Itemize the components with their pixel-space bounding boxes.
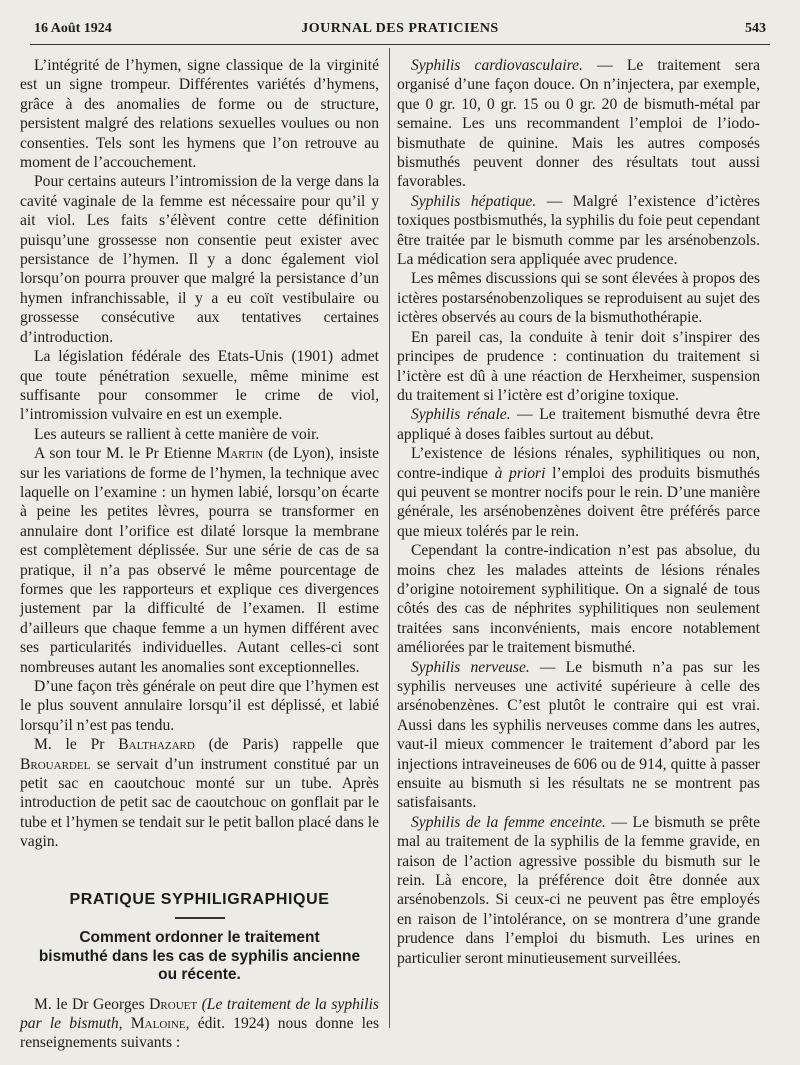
article-title: Comment ordonner le traitement bismuthé dans les cas de syphilis ancienne ou récente. [38, 929, 361, 984]
paragraph-definition-viol: Pour certains auteurs l’intromission de la verge dans la cavité vaginale de la femme est nécessaire pour qu’il y ait viol. Les faits s’élèvent contre cette définition puisqu’une grossesse non consentie peut exister avec persistance de l’hymen. Il y a donc également viol lorsqu’on pourra prouver que malgré la persistance d’un hymen infranchissable, il y a eu coït vestibulaire ou grossesse consécutive aux tentatives certaines d’introduction. [20, 173, 379, 346]
paragraph-cardiovascular: Syphilis cardiovasculaire. — Le traitement sera organisé d’une façon douce. On n’injectera, par exemple, que 0 gr. 10, 0 gr. 15 ou 0 gr. 20 de bismuth-métal par semaine. Les uns recommandent l’emploi de l’iodo-bismuthate de quinine. Mais les autres composés bismuthés peuvent donner des résultats tout aussi favorables. [397, 57, 761, 191]
paragraph-contra-indication: Cependant la contre-indication n’est pas absolue, du moins chez les malades atteints de lésions rénales d’origine notoirement syphilitique. On a signalé de tous côtés des cas de néphrites syphilitiques non seulement traitées sans inconvénients, mais encore notablement améliorées par le traitement bismuthé. [397, 542, 760, 657]
paragraph-hepatic: Syphilis hépatique. — Malgré l’existence d’ictères toxiques postbismuthés, la syphilis du foie peut cependant être traitée par le bismuth comme par les arsénobenzols. La médication sera appliquée avec prudence. [397, 192, 760, 269]
section-rule [175, 917, 225, 919]
paragraph-balthazard: M. le Pr Balthazard (de Paris) rappelle que Brouardel se servait d’un instrument constitué par un petit sac en caoutchouc monté sur un tube. Après introduction de petit sac de caoutchouc on gonflait par le tube et l’hymen se tendait sur le petit ballon placé dans le vagin. [20, 736, 379, 851]
subheading-cardiovascular: Syphilis cardiovasculaire. [411, 57, 583, 74]
paragraph-nervous: Syphilis nerveuse. — Le bismuth n’a pas sur les syphilis nerveuses une activité supérieure à celle des arsénobenzènes. C’est plutôt le contraire qui est vrai. Aussi dans les syphilis nerveuses comme dans les autres, vaut-il mieux commencer le traitement d’abord par les injections intraveineuses de 606 ou de 914, quitte à passer ensuite au bismuth si les résultats ne se montrent pas satisfaisants. [397, 658, 760, 812]
right-column [397, 56, 760, 968]
subheading-nervous: Syphilis nerveuse. [411, 658, 530, 676]
issue-date: 16 Août 1924 [34, 21, 112, 36]
section-title: PRATIQUE SYPHILIGRAPHIQUE [69, 890, 330, 908]
author-name-martin: Martin [216, 445, 264, 463]
paragraph-prudence: En pareil cas, la conduite à tenir doit s’inspirer des principes de prudence : continuation du traitement si l’ictère est dû à une réaction de Herxheimer, suspension du traitement si l’ictère est d’origine toxique. [397, 328, 760, 404]
author-name-brouardel: Brouardel [20, 755, 91, 773]
paragraph-general: D’une façon très générale on peut dire que l’hymen est le plus souvent annulaire lorsqu’il est déplissé, et labié lorsqu’il n’est pas tendu. [20, 678, 379, 734]
header-rule [30, 44, 770, 45]
paragraph-renal: Syphilis rénale. — Le traitement bismuthé devra être appliqué à doses faibles surtout au début. [397, 406, 760, 443]
subheading-pregnant: Syphilis de la femme enceinte. [411, 813, 606, 831]
journal-title: JOURNAL DES PRATICIENS [301, 21, 499, 36]
paragraph-drouet: M. le Dr Georges Drouet (Le traitement de la syphilis par le bismuth, Maloine, édit. 1924) nous donne les renseignements suivants : [20, 995, 380, 1052]
author-name-drouet: Drouet [149, 995, 198, 1013]
column-divider [389, 48, 390, 1028]
running-header [30, 18, 770, 42]
paragraph-us-legislation: La législation fédérale des Etats-Unis (1901) admet que toute pénétration sexuelle, même minime est suffisante pour consommer le crime de viol, l’intromission vulvaire en est un exemple. [20, 348, 379, 424]
book-title: (Le traitement de la syphilis par le bismuth, [20, 995, 379, 1032]
paragraph-pregnant: Syphilis de la femme enceinte. — Le bismuth se prête mal au traitement de la syphilis de la femme gravide, en raison de l’action agressive possible du bismuth sur le rein. Là encore, la préférence doit être donnée aux arsénobenzols. Si ceux-ci ne peuvent pas être employés en raison de l’intolérance, on se montrera d’une grande prudence dans l’emploi du bismuth. Les urines en particulier seront minutieusement surveillées. [397, 813, 760, 967]
publisher-name: Maloine [130, 1014, 186, 1032]
left-column [20, 56, 379, 1053]
paragraph-hymen-integrity: L’intégrité de l’hymen, signe classique de la virginité est un signe trompeur. Différentes variétés d’hymens, grâce à des anomalies de forme ou de structure, persistent malgré des relations sexuelles voulues ou non consenties. Tels sont les hymens que l’on retrouve au moment de l’accouchement. [20, 57, 379, 172]
subheading-renal: Syphilis rénale. [411, 406, 511, 424]
subheading-hepatic: Syphilis hépatique. [411, 192, 537, 210]
paragraph-renal-lesions: L’existence de lésions rénales, syphilitiques ou non, contre-indique à priori l’emploi des produits bismuthés qui peuvent se montrer nocifs pour le rein. D’une manière générale, les arsénobenzènes doivent être préférés parce que mieux tolérés par le rein. [397, 445, 760, 540]
page-number: 543 [745, 21, 766, 36]
author-name-balthazard: Balthazard [118, 736, 195, 754]
paragraph-icteres: Les mêmes discussions qui se sont élevées à propos des ictères postarsénobenzoliques se reproduisent au sujet des ictères observés au cours de la bismuthothérapie. [397, 270, 760, 327]
paragraph-authors-agree: Les auteurs se rallient à cette manière de voir. [34, 425, 320, 443]
paragraph-martin: A son tour M. le Pr Etienne Martin (de Lyon), insiste sur les variations de forme de l’hymen, la technique avec laquelle on l’examine : un hymen labié, lorsqu’on écarte à peine les petites lèvres, pourra se transformer en annulaire dont l’orifice est dilaté lorsque la membrane est complètement déplissée. Sur une série de cas de sa pratique, il n’a pas observé le même pourcentage de formes que les rapporteurs et explique ces divergences justement par la difficulté de l’examen. Il estime d’ailleurs que chaque femme a un hymen différent avec ses particularités individuelles. Autant celles-ci sont nombreuses autant les anomalies sont exceptionnelles. [20, 445, 379, 676]
